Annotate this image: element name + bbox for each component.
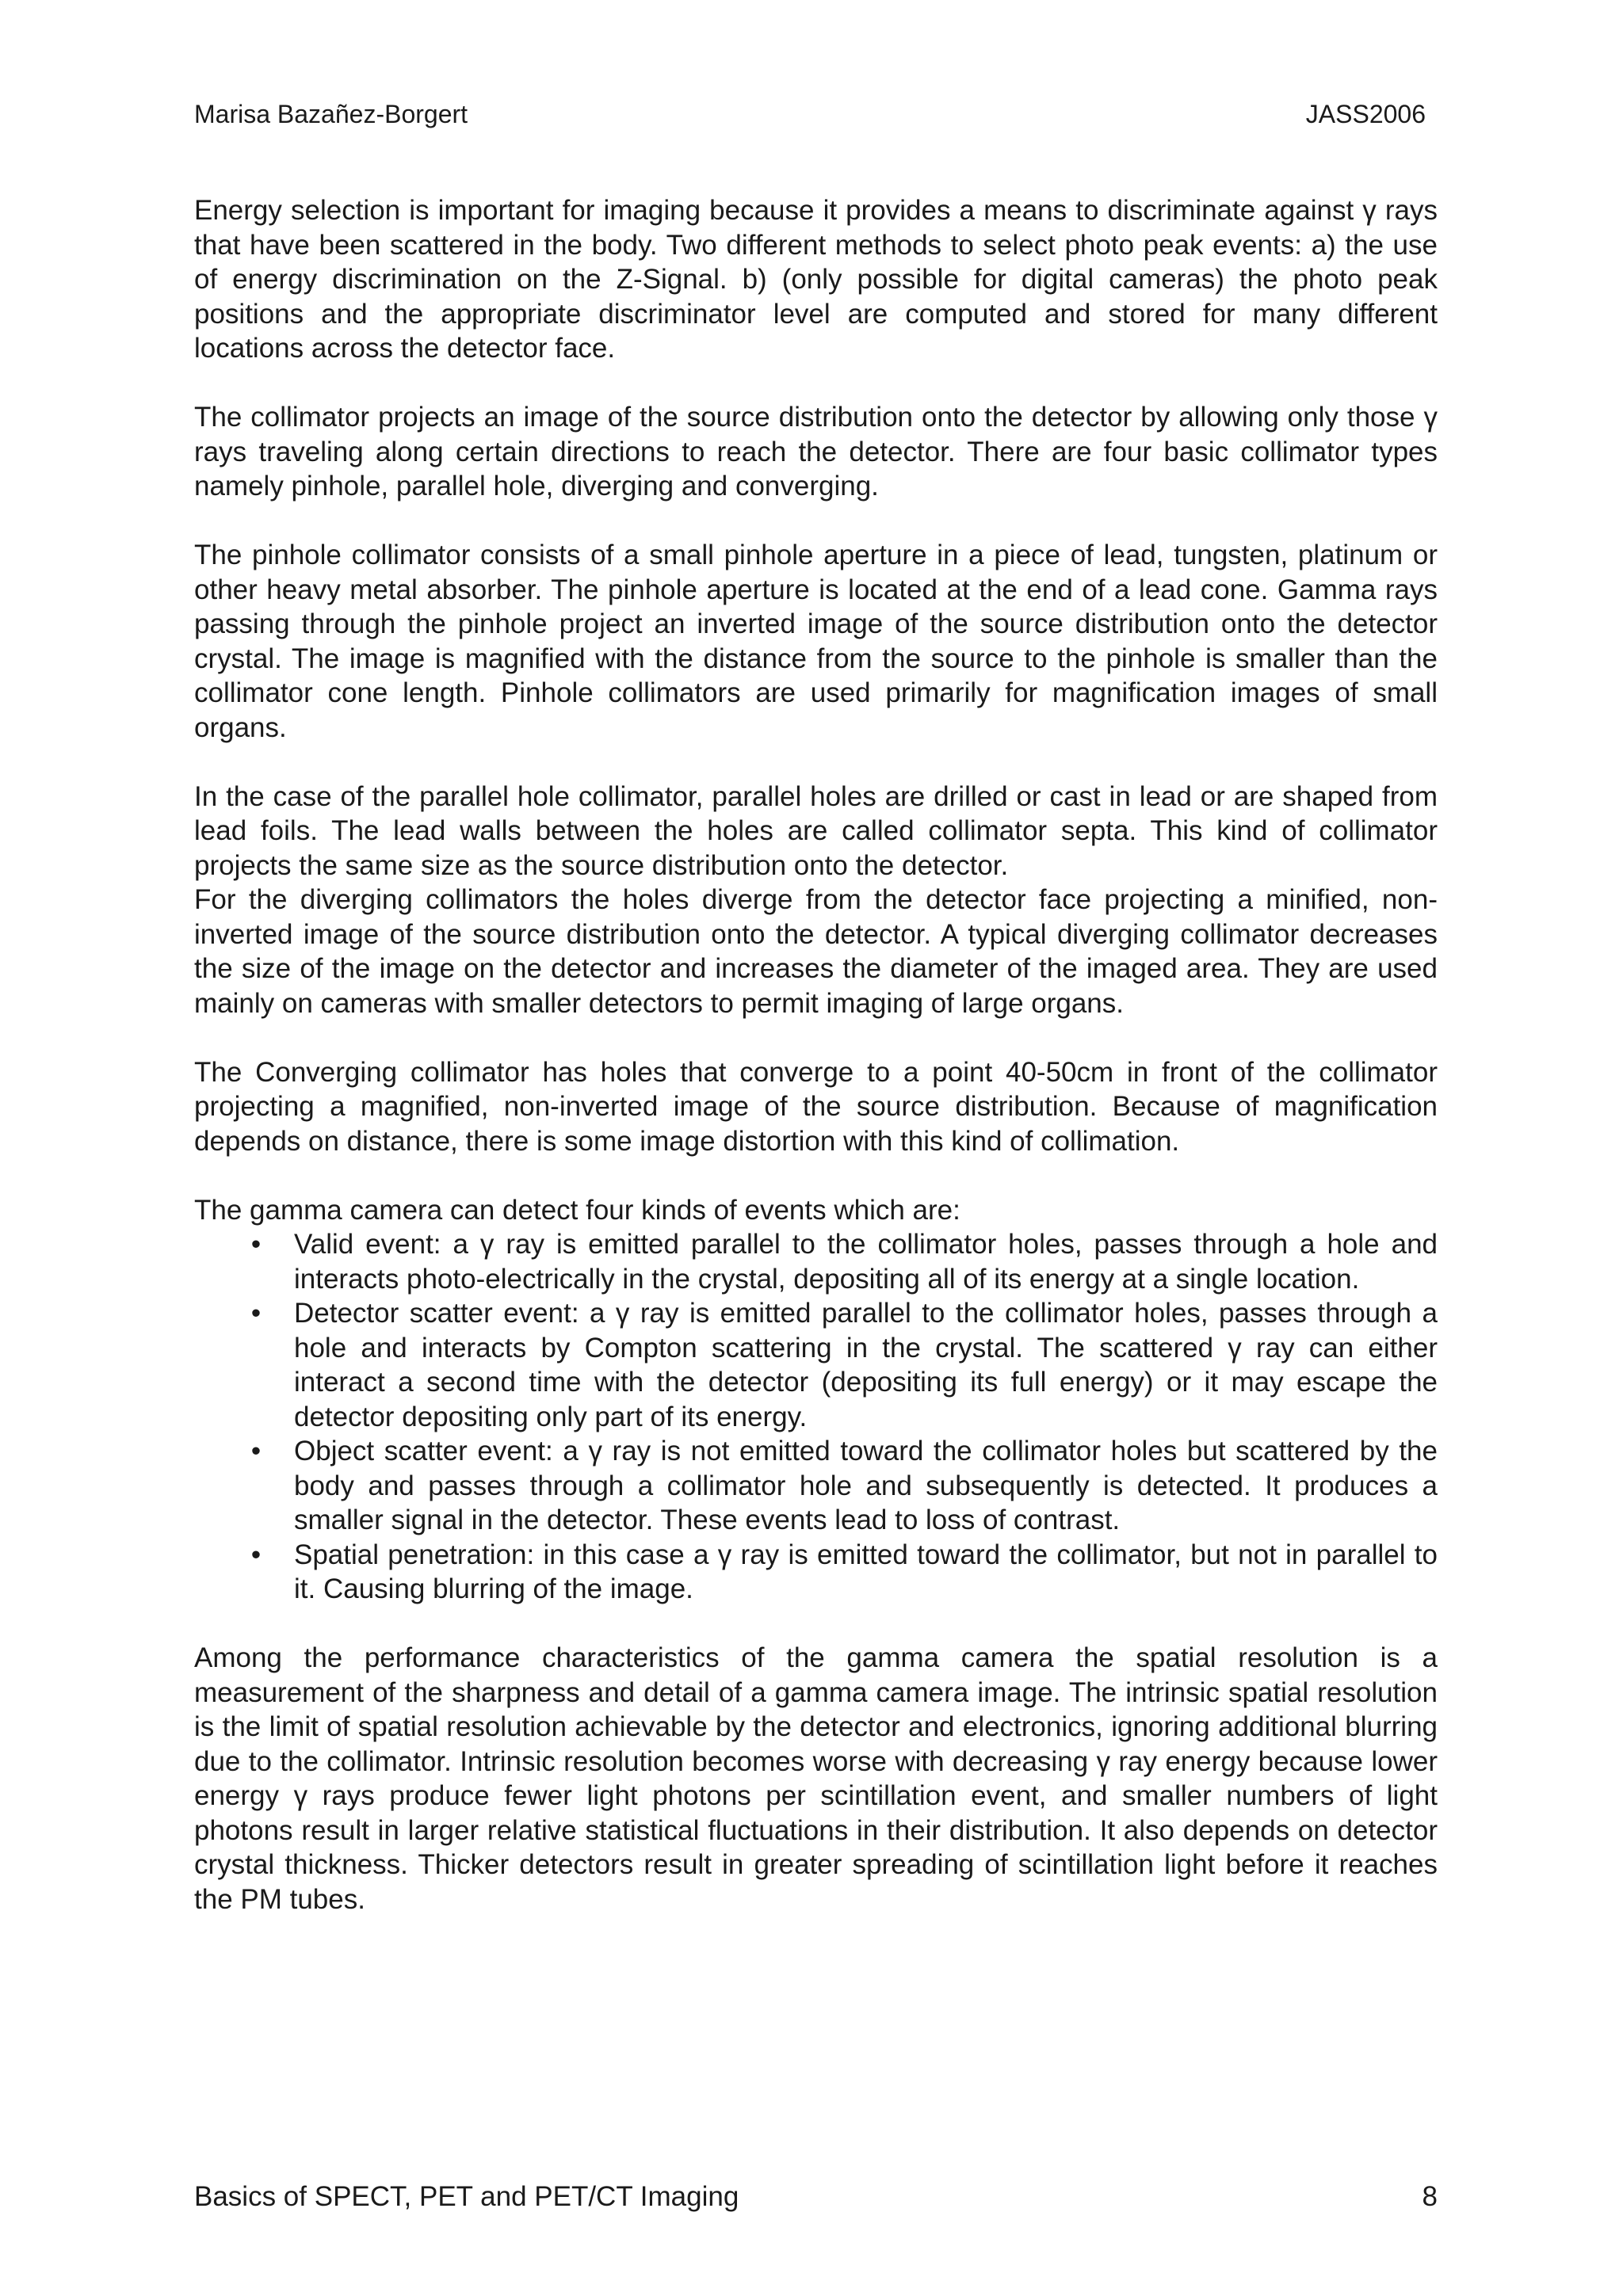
list-item-text: Spatial penetration: in this case a γ ray is emitted toward the collimator, but not in parallel to it. Causing blurring of the image.: [294, 1539, 1438, 1604]
list-item-text: Detector scatter event: a γ ray is emitted parallel to the collimator holes, passes through a hole and interacts by Compton scattering in the crystal. The scattered γ ray can either interact a second time with the detector (depositing its full energy) or it may escape the detector depositing only part of its energy.: [294, 1298, 1438, 1432]
body-text: [194, 193, 1438, 1951]
event-types-list: [194, 1227, 1438, 1607]
paragraph-energy-selection: Energy selection is important for imaging because it provides a means to discriminate against γ rays that have been scattered in the body. Two different methods to select photo peak events: a) the use of energy discrimination on the Z-Signal. b) (only possible for digital cameras) the photo peak positions and the appropriate discriminator level are computed and stored for many different locations across the detector face.: [194, 195, 1438, 364]
header-author: Marisa Bazañez-Borgert: [194, 100, 468, 128]
list-item-detector-scatter-event: [194, 1296, 1438, 1434]
list-item-text: Object scatter event: a γ ray is not emitted toward the collimator holes but scattered by the body and passes through a collimator hole and subsequently is detected. It produces a smaller signal in the detector. These events lead to loss of contrast.: [294, 1436, 1438, 1535]
paragraph-diverging-collimator: For the diverging collimators the holes diverge from the detector face projecting a minified, non-inverted image of the source distribution onto the detector. A typical diverging collimator decreases the size of the image on the detector and increases the diameter of the imaged area. They are used mainly on cameras with smaller detectors to permit imaging of large organs.: [194, 884, 1438, 1019]
page-footer: [194, 2178, 1438, 2216]
paragraph-pinhole-collimator: The pinhole collimator consists of a small pinhole aperture in a piece of lead, tungsten, platinum or other heavy metal absorber. The pinhole aperture is located at the end of a lead cone. Gamma rays passing through the pinhole project an inverted image of the source distribution onto the detector crystal. The image is magnified with the distance from the source to the pinhole is smaller than the collimator cone length. Pinhole collimators are used primarily for magnification images of small organs.: [194, 540, 1438, 743]
footer-title: Basics of SPECT, PET and PET/CT Imaging: [194, 2181, 739, 2212]
paragraph-parallel-hole-collimator: In the case of the parallel hole collimator, parallel holes are drilled or cast in lead or are shaped from lead foils. The lead walls between the holes are called collimator septa. This kind of collimator projects the same size as the source distribution onto the detector.: [194, 780, 1438, 881]
header-event: JASS2006: [1305, 100, 1426, 128]
list-item-object-scatter-event: [194, 1434, 1438, 1538]
paragraph-collimator-overview: The collimator projects an image of the source distribution onto the detector by allowing only those γ rays traveling along certain directions to reach the detector. There are four basic collimator types namely pinhole, parallel hole, diverging and converging.: [194, 402, 1438, 502]
list-item-spatial-penetration: [194, 1538, 1438, 1607]
paragraph-event-types-intro: The gamma camera can detect four kinds of events which are:: [194, 1194, 960, 1226]
list-item-text: Valid event: a γ ray is emitted parallel to the collimator holes, passes through a hole and interacts photo-electrically in the crystal, depositing all of its energy at a single location.: [294, 1229, 1438, 1295]
page-header: [194, 97, 1426, 132]
bullet-icon: •: [250, 1298, 262, 1329]
bullet-icon: •: [250, 1229, 262, 1260]
bullet-icon: •: [250, 1539, 262, 1570]
list-item-valid-event: [194, 1227, 1438, 1296]
paragraph-converging-collimator: The Converging collimator has holes that converge to a point 40-50cm in front of the collimator projecting a magnified, non-inverted image of the source distribution. Because of magnification depends on distance, there is some image distortion with this kind of collimation.: [194, 1056, 1438, 1157]
page-number: 8: [1422, 2181, 1438, 2212]
bullet-icon: •: [250, 1436, 262, 1466]
paragraph-spatial-resolution: Among the performance characteristics of the gamma camera the spatial resolution is a measurement of the sharpness and detail of a gamma camera image. The intrinsic spatial resolution is the limit of spatial resolution achievable by the detector and electronics, ignoring additional blurring due to the collimator. Intrinsic resolution becomes worse with decreasing γ ray energy because lower energy γ rays produce fewer light photons per scintillation event, and smaller numbers of light photons result in larger relative statistical fluctuations in their distribution. It also depends on detector crystal thickness. Thicker detectors result in greater spreading of scintillation light before it reaches the PM tubes.: [194, 1642, 1438, 1915]
